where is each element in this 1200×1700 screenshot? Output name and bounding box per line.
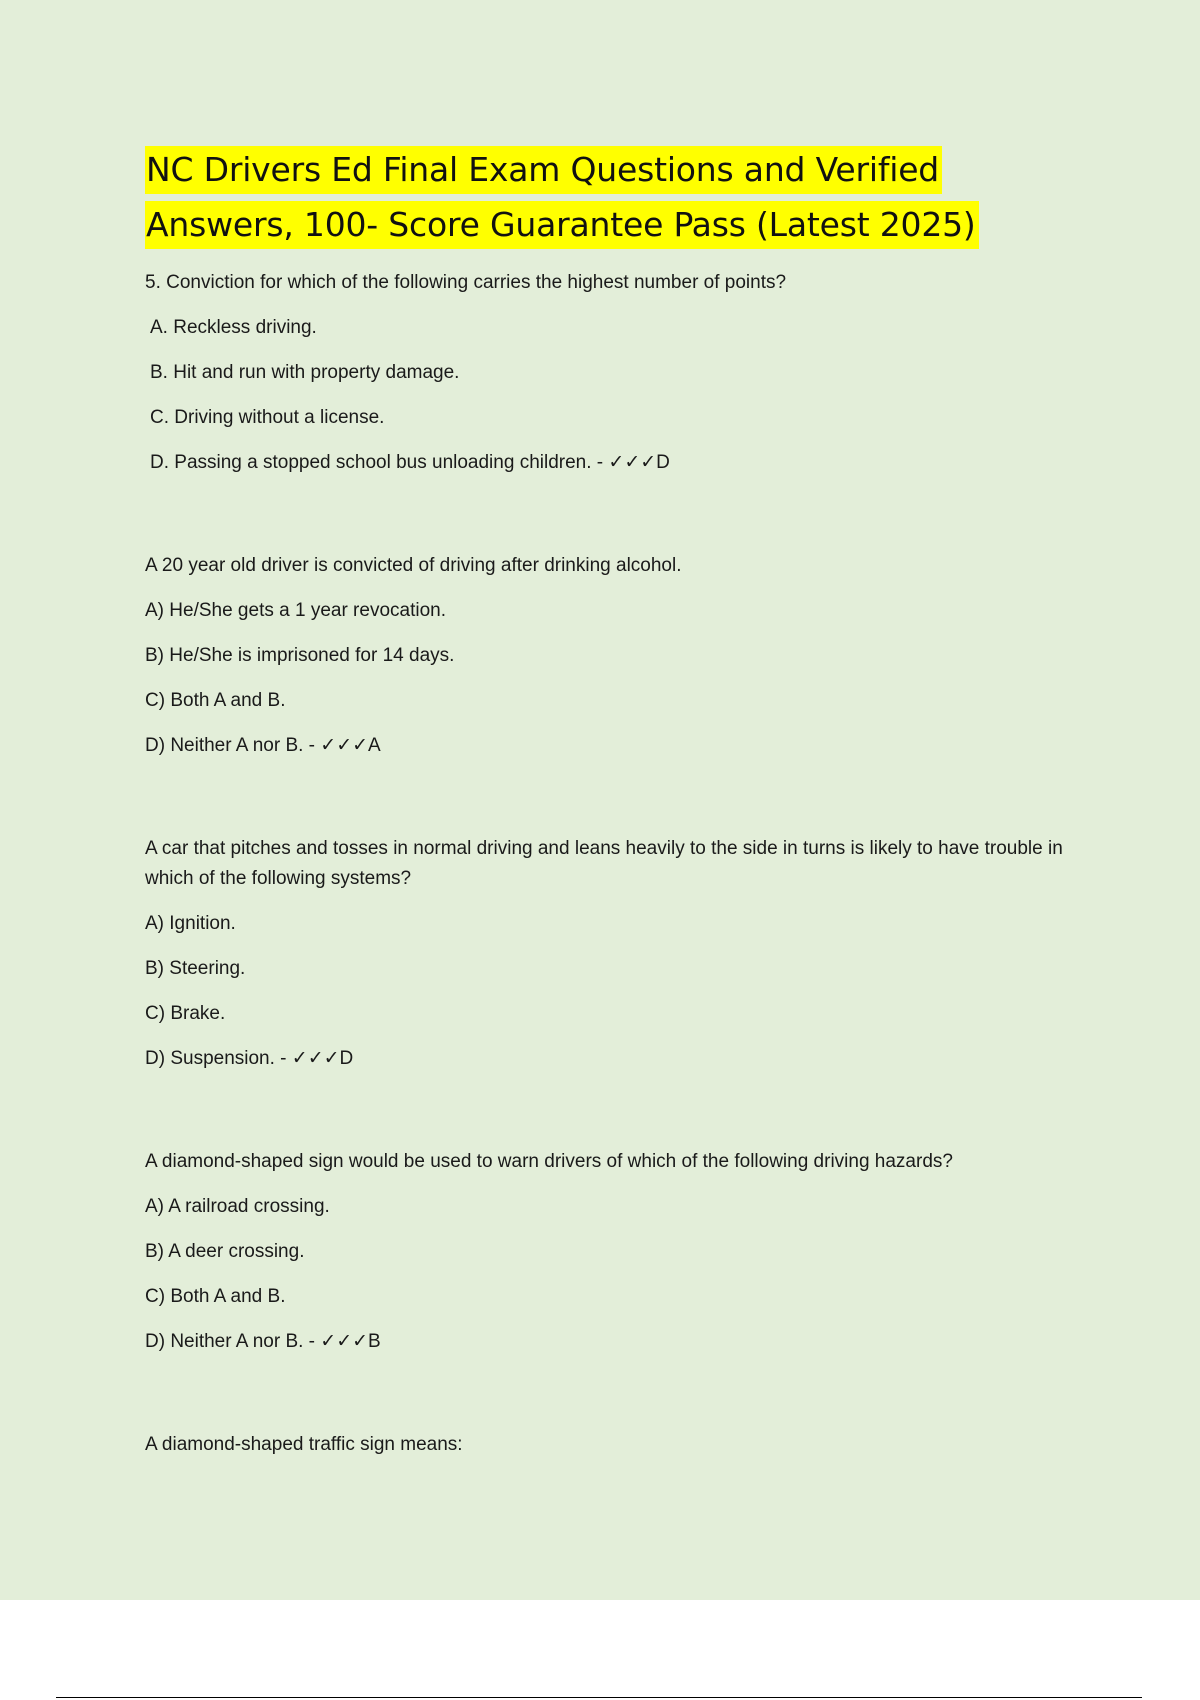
- questions-list: [145, 268, 1065, 1475]
- spacer: [145, 1372, 1065, 1430]
- document-title: [145, 146, 1045, 256]
- option-d: D. Passing a stopped school bus unloading children. - ✓✓✓D: [150, 452, 670, 473]
- question-5: [145, 1430, 1065, 1460]
- spacer: [145, 1089, 1065, 1147]
- option-a: A) He/She gets a 1 year revocation.: [145, 600, 446, 621]
- spacer: [145, 776, 1065, 834]
- option-c: C) Both A and B.: [145, 1286, 286, 1307]
- question-text: 5. Conviction for which of the following carries the highest number of points?: [145, 272, 787, 293]
- question-3: [145, 834, 1065, 1074]
- question-text: A diamond-shaped traffic sign means:: [145, 1434, 463, 1455]
- spacer: [145, 493, 1065, 551]
- footer-divider: [56, 1697, 1142, 1698]
- option-d: D) Neither A nor B. - ✓✓✓A: [145, 735, 381, 756]
- question-1: [145, 268, 1065, 478]
- option-d: D) Neither A nor B. - ✓✓✓B: [145, 1331, 381, 1352]
- question-text: A diamond-shaped sign would be used to warn drivers of which of the following driving hazards?: [145, 1151, 953, 1172]
- option-a: A) A railroad crossing.: [145, 1196, 330, 1217]
- option-a: A. Reckless driving.: [150, 317, 317, 338]
- option-a: A) Ignition.: [145, 913, 236, 934]
- option-b: B) Steering.: [145, 958, 246, 979]
- option-b: B) He/She is imprisoned for 14 days.: [145, 645, 455, 666]
- question-text: A 20 year old driver is convicted of driving after drinking alcohol.: [145, 555, 682, 576]
- option-c: C) Brake.: [145, 1003, 226, 1024]
- option-c: C) Both A and B.: [145, 690, 286, 711]
- title-line-1: NC Drivers Ed Final Exam Questions and Verified: [145, 146, 942, 194]
- option-c: C. Driving without a license.: [150, 407, 385, 428]
- option-d: D) Suspension. - ✓✓✓D: [145, 1048, 354, 1069]
- question-4: [145, 1147, 1065, 1357]
- question-text: A car that pitches and tosses in normal driving and leans heavily to the side in turns is likely to have trouble in which of the following systems?: [145, 838, 1063, 889]
- title-line-2: Answers, 100- Score Guarantee Pass (Latest 2025): [145, 201, 979, 249]
- option-b: B) A deer crossing.: [145, 1241, 305, 1262]
- question-2: [145, 551, 1065, 761]
- option-b: B. Hit and run with property damage.: [150, 362, 460, 383]
